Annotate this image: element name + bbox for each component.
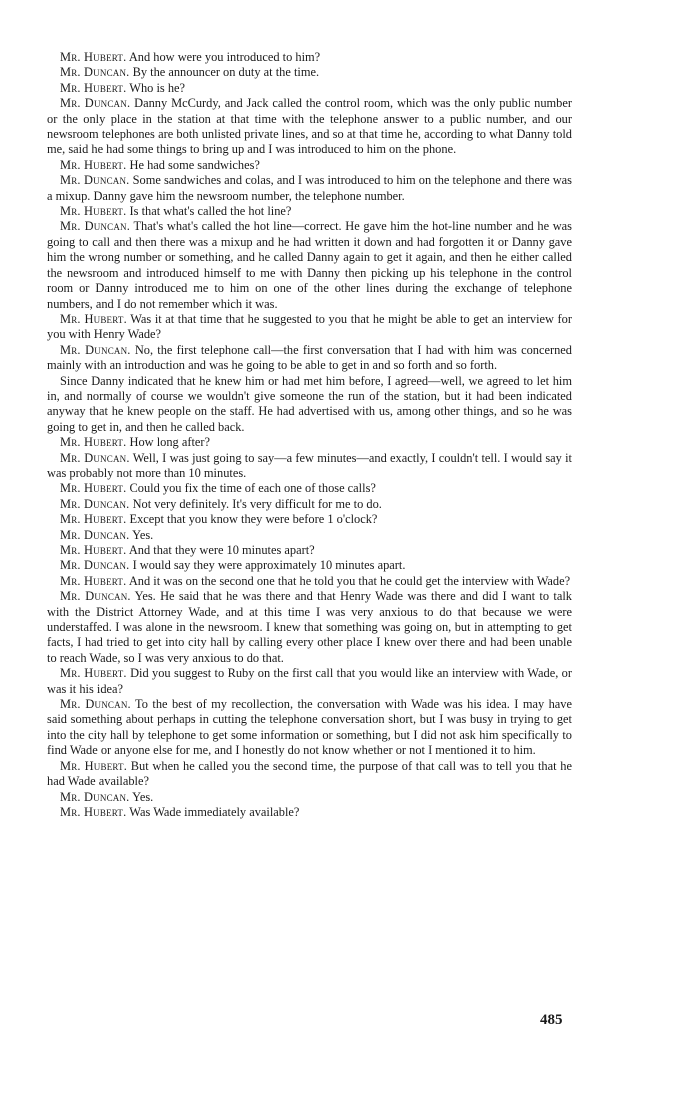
speaker-name: Mr. Duncan. xyxy=(60,450,130,465)
testimony-paragraph xyxy=(47,158,572,173)
speaker-name: Mr. Duncan. xyxy=(60,173,130,188)
speaker-name: Mr. Hubert. xyxy=(60,157,127,172)
testimony-text: To the best of my recollection, the conversation with Wade was his idea. I may have said something about perhaps in cutting the telephone conversation short, but I was busy in trying to get into the city hall by telephone to get some information or something, but I did not ask him specifically to find Wade or anyone else for me, and I honestly do not know whether or not I mentioned it to him. xyxy=(47,697,573,758)
speaker-name: Mr. Duncan. xyxy=(60,527,130,542)
testimony-text: By the announcer on duty at the time. xyxy=(129,65,320,80)
testimony-text: Yes. He said that he was there and that Henry Wade was there and did I want to talk with the District Attorney Wade, and at this time I was very anxious to do that because we were understaffed. I was alone in the newsroom. I knew that something was going on, but in attempting to get facts, I had tried to get into city hall by calling every other place I knew over there and had been unable to reach Wade, so I was very anxious to do that. xyxy=(47,589,572,665)
testimony-text: Well, I was just going to say—a few minutes—and exactly, I couldn't tell. I would say it was probably not more than 10 minutes. xyxy=(47,450,572,480)
testimony-text: Who is he? xyxy=(126,80,186,95)
testimony-paragraph xyxy=(47,374,572,436)
testimony-text: How long after? xyxy=(126,435,211,450)
testimony-paragraph xyxy=(47,50,572,65)
testimony-paragraph xyxy=(47,451,572,482)
testimony-paragraph xyxy=(47,173,572,204)
speaker-name: Mr. Hubert. xyxy=(60,204,127,219)
testimony-paragraph xyxy=(47,497,572,512)
testimony-paragraph xyxy=(47,543,572,558)
speaker-name: Mr. Duncan. xyxy=(60,789,130,804)
testimony-paragraph xyxy=(47,805,572,820)
speaker-name: Mr. Hubert. xyxy=(60,311,127,326)
speaker-name: Mr. Hubert. xyxy=(60,666,127,681)
testimony-paragraph xyxy=(47,528,572,543)
testimony-text: And that they were 10 minutes apart? xyxy=(126,543,315,557)
testimony-text: Could you fix the time of each one of those calls? xyxy=(126,481,376,496)
testimony-paragraph xyxy=(47,81,572,96)
speaker-name: Mr. Duncan. xyxy=(60,589,131,604)
testimony-text: But when he called you the second time, the purpose of that call was to tell you that he had Wade available? xyxy=(47,758,572,789)
testimony-paragraph xyxy=(47,512,572,527)
speaker-name: Mr. Duncan. xyxy=(60,496,130,511)
testimony-paragraph xyxy=(47,666,572,697)
transcript-page xyxy=(47,50,572,820)
speaker-name: Mr. Duncan. xyxy=(60,96,131,111)
testimony-paragraph xyxy=(47,558,572,573)
speaker-name: Mr. Duncan. xyxy=(60,697,131,712)
testimony-paragraph xyxy=(47,96,572,158)
speaker-name: Mr. Hubert. xyxy=(60,435,127,450)
testimony-text: Is that what's called the hot line? xyxy=(126,204,292,219)
speaker-name: Mr. Duncan. xyxy=(60,65,130,80)
testimony-text: Some sandwiches and colas, and I was introduced to him on the telephone and there was a mixup. Danny gave him the newsroom number, the telephone number. xyxy=(47,173,572,203)
testimony-text: Yes. xyxy=(129,789,154,804)
speaker-name: Mr. Hubert. xyxy=(60,512,127,527)
testimony-paragraph xyxy=(47,219,572,311)
testimony-text: Danny McCurdy, and Jack called the control room, which was the only public number or the only place in the station at that time with the telephone answer to a public number, and our newsroom telephones are both unlisted private lines, and so at that time he, according to what Danny told me, said he had some things to bring up and I was introduced to him on the phone. xyxy=(47,96,573,157)
testimony-text: I would say they were approximately 10 minutes apart. xyxy=(129,558,406,573)
speaker-name: Mr. Hubert. xyxy=(60,804,127,819)
speaker-name: Mr. Duncan. xyxy=(60,342,131,357)
testimony-text: Except that you know they were before 1 o'clock? xyxy=(126,512,378,527)
testimony-paragraph xyxy=(47,204,572,219)
testimony-text: No, the first telephone call—the first conversation that I had with him was concerned mainly with an introduction and was he going to be able to get in and so forth and so forth. xyxy=(47,342,572,373)
testimony-paragraph xyxy=(47,481,572,496)
testimony-text: That's what's called the hot line—correct. He gave him the hot-line number and he was going to call and then there was a mixup and he had written it down and had forgotten it or Danny gave him the wrong number or something, and he called Danny again to get it again, and then he either called the newsroom and introduced himself to me with Danny then picking up his telephone in the control room or Danny introduced me to him on one of the other lines during the exchange of telephone numbers, and I do not remember which it was. xyxy=(47,219,572,311)
speaker-name: Mr. Hubert. xyxy=(60,758,128,773)
testimony-text: And it was on the second one that he told you that he could get the interview with Wade? xyxy=(126,573,571,588)
testimony-text: Since Danny indicated that he knew him or had met him before, I agreed—well, we agreed to let him in, and normally of course we wouldn't give someone the run of the station, but it had been indicated anyway that he knew people on the staff. He had advertised with us, among other things, and so he was going to get in, and then he called back. xyxy=(47,373,572,434)
testimony-paragraph xyxy=(47,574,572,589)
testimony-paragraph xyxy=(47,790,572,805)
speaker-name: Mr. Hubert. xyxy=(60,80,127,95)
testimony-paragraph xyxy=(47,312,572,343)
speaker-name: Mr. Hubert. xyxy=(60,543,127,557)
testimony-text: Did you suggest to Ruby on the first call that you would like an interview with Wade, or was it his idea? xyxy=(47,666,572,696)
speaker-name: Mr. Duncan. xyxy=(60,558,130,573)
testimony-paragraph xyxy=(47,343,572,374)
speaker-name: Mr. Hubert. xyxy=(60,481,127,496)
testimony-paragraph xyxy=(47,589,572,666)
testimony-text: Not very definitely. It's very difficult for me to do. xyxy=(129,496,382,511)
testimony-paragraph xyxy=(47,435,572,450)
testimony-text: Was Wade immediately available? xyxy=(126,804,300,819)
speaker-name: Mr. Hubert. xyxy=(60,573,127,588)
testimony-paragraph xyxy=(47,65,572,80)
testimony-paragraph xyxy=(47,697,572,759)
testimony-text: And how were you introduced to him? xyxy=(126,50,321,64)
page-number: 485 xyxy=(540,1012,563,1028)
testimony-paragraph xyxy=(47,759,572,790)
testimony-text: Yes. xyxy=(129,527,154,542)
testimony-text: He had some sandwiches? xyxy=(126,157,260,172)
speaker-name: Mr. Hubert. xyxy=(60,50,127,64)
testimony-text: Was it at that time that he suggested to you that he might be able to get an interview for you with Henry Wade? xyxy=(47,311,572,342)
speaker-name: Mr. Duncan. xyxy=(60,219,131,234)
